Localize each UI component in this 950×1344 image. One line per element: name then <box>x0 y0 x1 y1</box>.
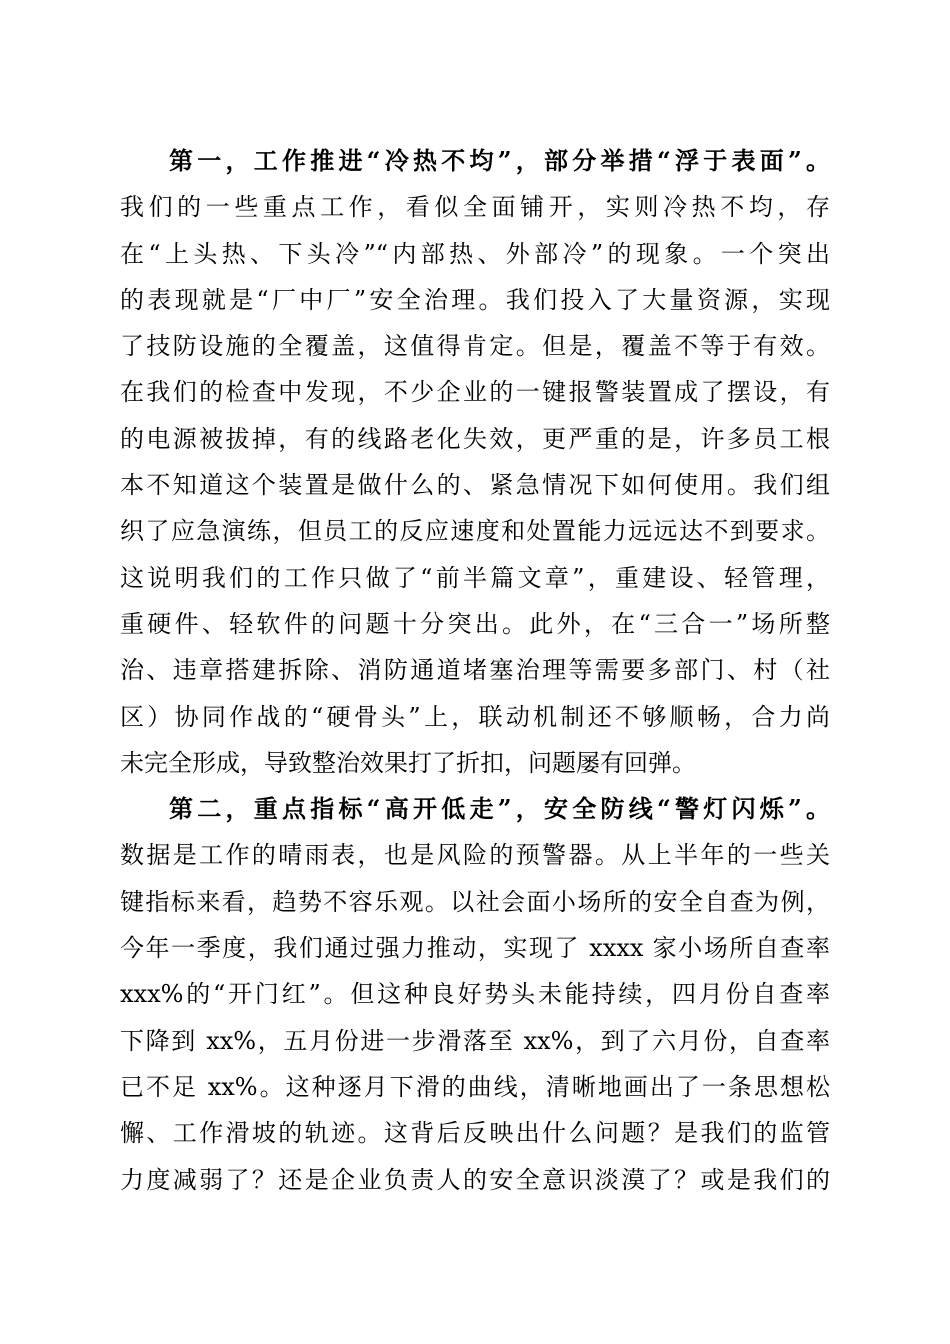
text-line: 在我们的检查中发现，不少企业的一键报警装置成了摆设，有 <box>120 378 830 407</box>
text-line: 了技防设施的全覆盖，这值得肯定。但是，覆盖不等于有效。 <box>120 332 830 361</box>
paragraph-2 <box>120 786 830 1203</box>
text-line: 力度减弱了？还是企业负责人的安全意识淡漠了？或是我们的 <box>120 1165 830 1194</box>
text-line: 键指标来看，趋势不容乐观。以社会面小场所的安全自查为例， <box>120 887 830 916</box>
text-line: 的电源被拔掉，有的线路老化失效，更严重的是，许多员工根 <box>120 424 830 453</box>
paragraph-1 <box>120 138 830 786</box>
text-line: 的表现就是“厂中厂”安全治理。我们投入了大量资源，实现 <box>120 285 830 314</box>
text-line: 这说明我们的工作只做了“前半篇文章”，重建设、轻管理， <box>120 563 830 592</box>
document-body <box>120 138 830 1203</box>
text-line: 我们的一些重点工作，看似全面铺开，实则冷热不均，存 <box>120 193 830 222</box>
text-line: 数据是工作的晴雨表，也是风险的预警器。从上半年的一些关 <box>120 841 830 870</box>
text-line: 织了应急演练，但员工的反应速度和处置能力远远达不到要求。 <box>120 517 830 546</box>
text-line: 在“上头热、下头冷”“内部热、外部冷”的现象。一个突出 <box>120 239 830 268</box>
text-line: 重硬件、轻软件的问题十分突出。此外，在“三合一”场所整 <box>120 609 830 638</box>
paragraph-1-heading-line: 第一，工作推进“冷热不均”，部分举措“浮于表面”。 <box>169 146 830 175</box>
text-line: 治、违章搭建拆除、消防通道堵塞治理等需要多部门、村（社 <box>120 656 830 685</box>
text-line: 今年一季度，我们通过强力推动，实现了 xxxx 家小场所自查率 <box>120 934 830 963</box>
text-line: 下降到 xx%，五月份进一步滑落至 xx%，到了六月份，自查率 <box>120 1026 830 1055</box>
text-line: 本不知道这个装置是做什么的、紧急情况下如何使用。我们组 <box>120 471 830 500</box>
text-line: 已不足 xx%。这种逐月下滑的曲线，清晰地画出了一条思想松 <box>120 1072 830 1101</box>
text-line: xxx%的“开门红”。但这种良好势头未能持续，四月份自查率 <box>120 980 830 1009</box>
paragraph-2-heading-line: 第二，重点指标“高开低走”，安全防线“警灯闪烁”。 <box>169 794 830 824</box>
text-line: 懈、工作滑坡的轨迹。这背后反映出什么问题？是我们的监管 <box>120 1119 830 1148</box>
text-line: 区）协同作战的“硬骨头”上，联动机制还不够顺畅，合力尚 <box>120 702 830 731</box>
text-line: 未完全形成，导致整治效果打了折扣，问题屡有回弹。 <box>120 748 696 777</box>
